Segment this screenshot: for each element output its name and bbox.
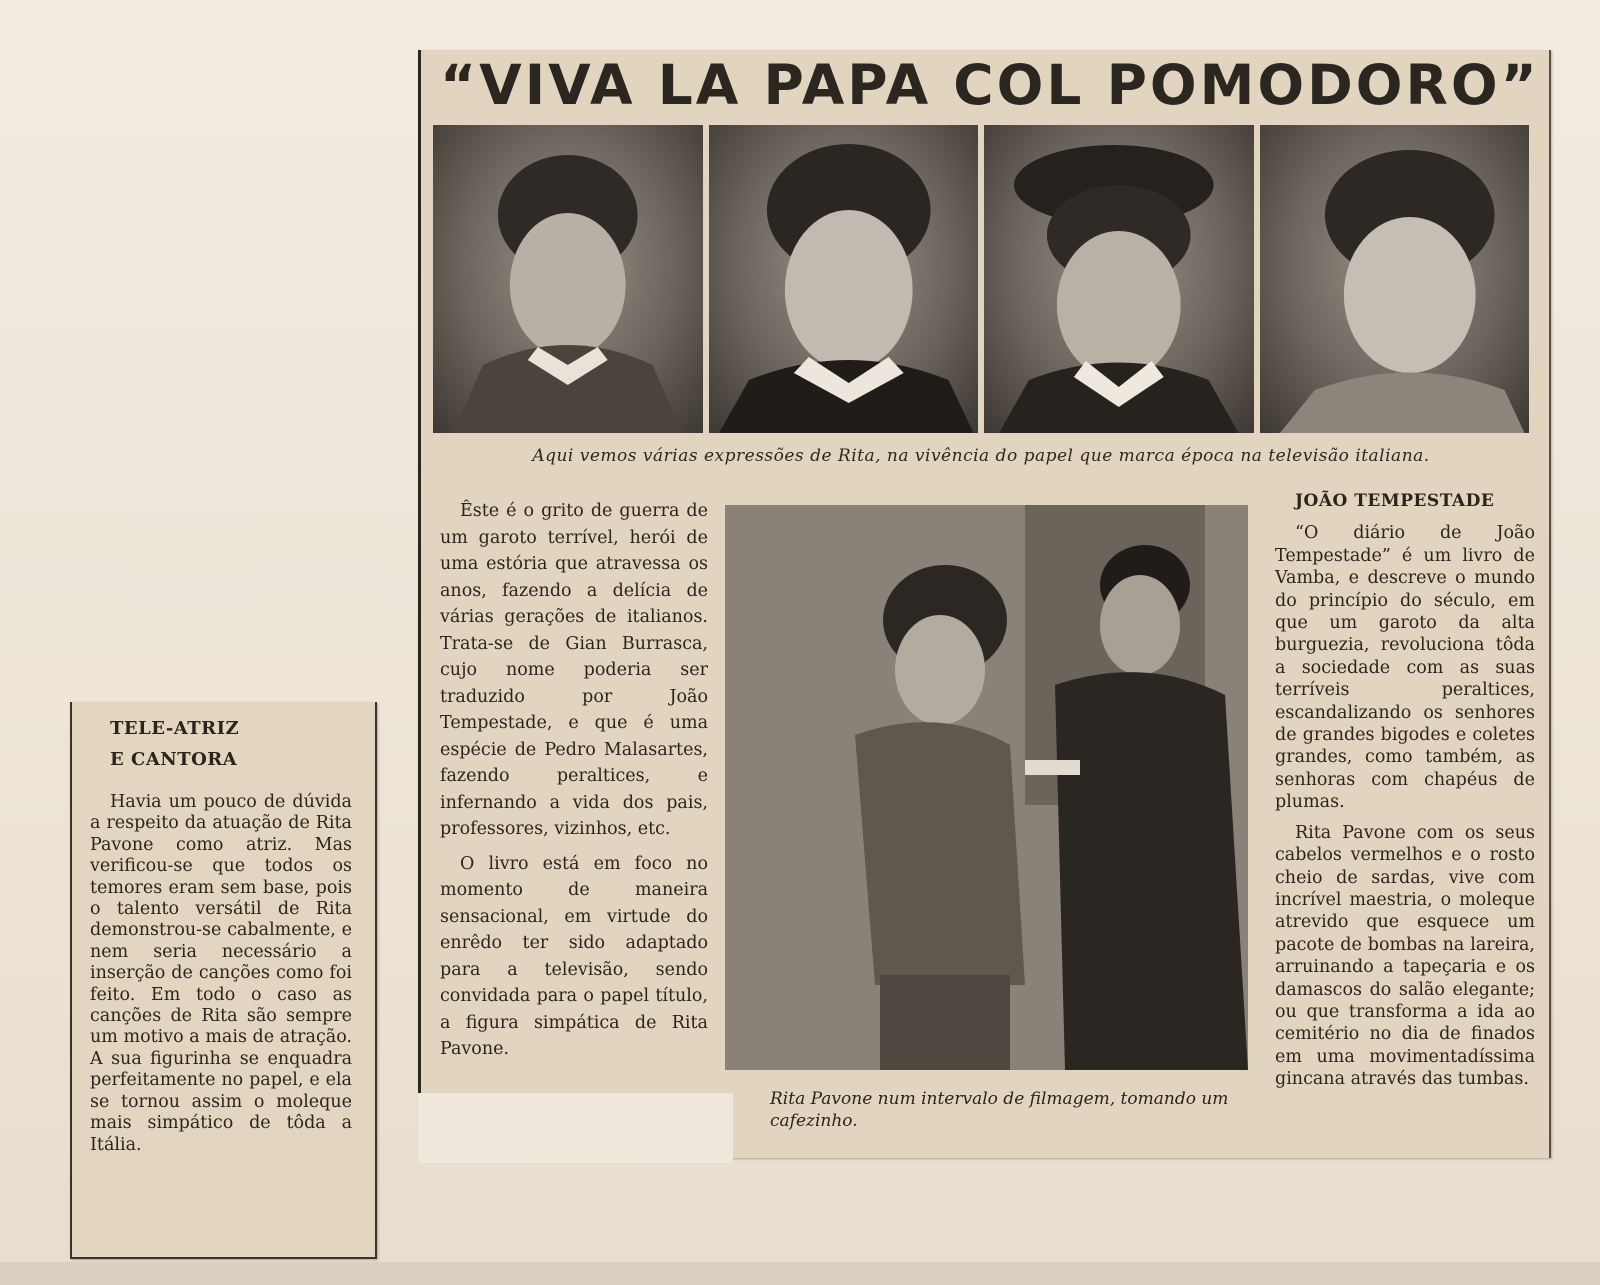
page-edge xyxy=(0,1262,1600,1285)
side-clipping-heading xyxy=(110,713,330,775)
side-heading-line-2: E CANTORA xyxy=(110,749,238,770)
side-clipping-paragraph: Havia um pouco de dúvida a respeito da atuação de Rita Pavone como atriz. Mas verificou-se que todos os temores eram sem base, pois o talento versátil de Rita demonstrou-se cabalmente, e nem seria necessário a inserção de canções como foi feito. Em todo o caso as canções de Rita são sempre um motivo a mais de atração. A sua figurinha se enquadra perfeitamente no papel, e ela se tornou assim o moleque mais simpático de tôda a Itália. xyxy=(90,792,352,1155)
photo-strip-caption: Aqui vemos várias expressões de Rita, na vivência do papel que marca época na televisão italiana. xyxy=(532,446,1430,466)
portrait-photo-1 xyxy=(433,125,703,433)
photo-strip xyxy=(433,125,1529,433)
headline: “VIVA LA PAPA COL POMODORO” xyxy=(440,53,1540,117)
clipping-cutout xyxy=(418,1093,733,1163)
right-column-heading: JOÃO TEMPESTADE xyxy=(1295,491,1495,511)
portrait-photo-4 xyxy=(1260,125,1530,433)
portrait-photo-2 xyxy=(709,125,979,433)
left-article-column xyxy=(440,498,708,1071)
left-paragraph-1: Êste é o grito de guerra de um garoto terrível, herói de uma estória que atravessa os anos, fazendo a delícia de várias gerações de italianos. Trata-se de Gian Burrasca, cujo nome poderia ser traduzido por João Tempestade, e que é uma espécie de Pedro Malasartes, fazendo peraltices, e infernando a vida dos pais, professores, vizinhos, etc. xyxy=(440,501,708,839)
portrait-photo-3 xyxy=(984,125,1254,433)
center-photo-caption: Rita Pavone num intervalo de filmagem, tomando um cafezinho. xyxy=(770,1089,1229,1131)
right-paragraph-1: “O diário de João Tempestade” é um livro de Vamba, e descreve o mundo do princípio do século, em que um garoto da alta burguezia, revoluciona tôda a sociedade com as suas terríveis peraltices, escandalizando os senhores de grandes bigodes e coletes grandes, como também, as senhoras com chapéus de plumas. xyxy=(1275,523,1535,813)
side-clipping-body xyxy=(90,792,352,1156)
center-photo xyxy=(725,505,1248,1070)
right-paragraph-2: Rita Pavone com os seus cabelos vermelhos e o rosto cheio de sardas, vive com incrível maestria, o moleque atrevido que esquece um pacote de bombas na lareira, arruinando a tapeçaria e os damascos do salão elegante; ou que transforma a ida ao cemitério no dia de finados em uma movimentadíssima gincana através das tumbas. xyxy=(1275,822,1535,1090)
side-heading-line-1: TELE-ATRIZ xyxy=(110,718,240,739)
right-article-column xyxy=(1275,490,1535,1099)
left-paragraph-2: O livro está em foco no momento de maneira sensacional, em virtude do enrêdo ter sido adaptado para a televisão, sendo convidada para o papel título, a figura simpática de Rita Pavone. xyxy=(440,853,708,1059)
